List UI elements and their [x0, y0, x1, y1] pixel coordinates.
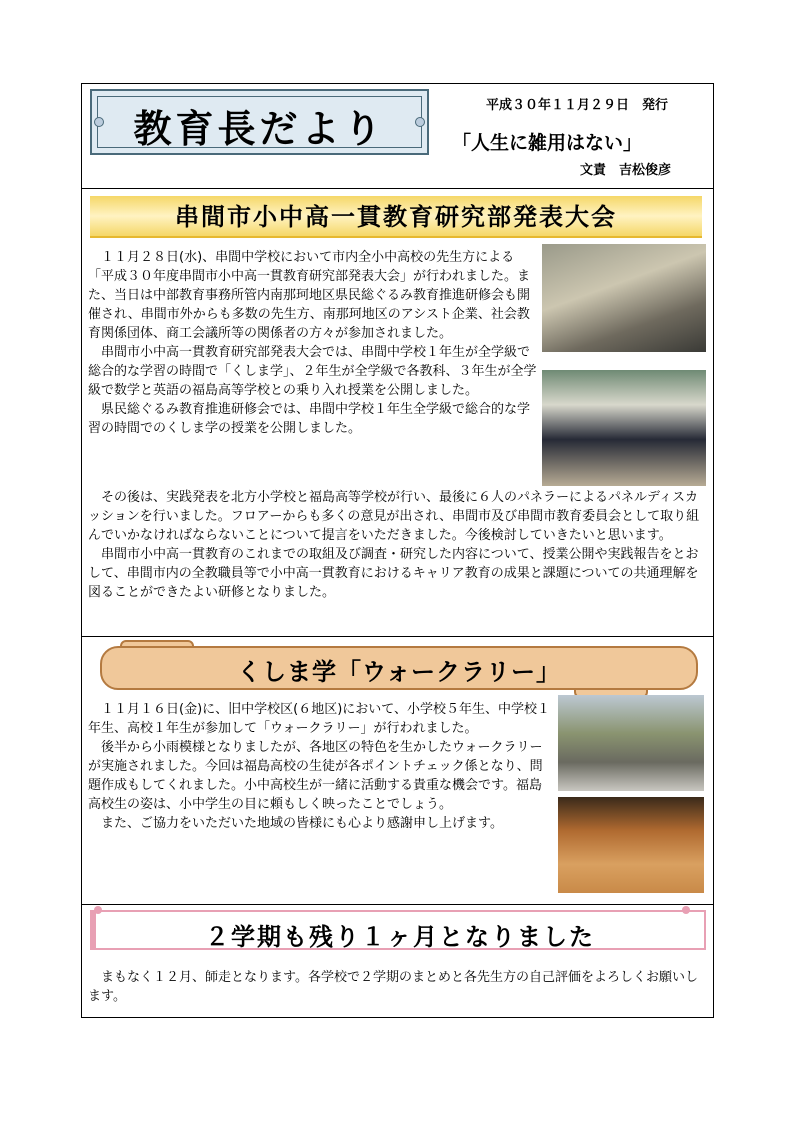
section2-para1: １１月１６日(金)に、旧中学校区(６地区)において、小学校５年生、中学校１年生、高校１年生が参加して「ウォークラリー」が行われました。 — [88, 702, 551, 736]
section2-heading: くしま学「ウォークラリー」 — [236, 658, 562, 686]
masthead-plate — [90, 89, 429, 155]
divider — [82, 904, 713, 905]
section3-banner — [90, 910, 706, 950]
newsletter-title: 教育長だより — [133, 106, 386, 151]
section1-heading: 串間市小中高一貫教育研究部発表大会 — [175, 203, 617, 231]
issue-date: 平成３０年１１月２９日 発行 — [486, 98, 669, 113]
section3-text — [88, 968, 710, 1006]
section3-heading: ２学期も残り１ヶ月となりました — [205, 923, 595, 951]
section2-scroll-banner — [90, 640, 708, 694]
section2-text — [88, 700, 554, 833]
divider — [82, 636, 713, 637]
section1-para3: 県民総ぐるみ教育推進研修会では、串間中学校１年生全学級で総合的な学習の時間でのくしま学の授業を公開しました。 — [88, 402, 531, 436]
section1-para4: その後は、実践発表を北方小学校と福島高等学校が行い、最後に６人のパネラーによるパネルディスカッションを行いました。フロアーからも多くの意見が出され、串間市及び串間市教育委員会として取り組んでいかなければならないことについて提言をいただきました。今後検討していきたいと思います。 — [88, 490, 700, 543]
section2-para3: また、ご協力をいただいた地域の皆様にも心より感謝申し上げます。 — [101, 816, 503, 831]
classroom-photo-1 — [542, 244, 706, 352]
sparkle-icon — [682, 906, 690, 914]
divider — [82, 188, 713, 189]
author: 文責 吉松俊彦 — [580, 163, 672, 178]
sparkle-icon — [94, 906, 102, 914]
section1-text-wide — [88, 488, 710, 602]
walk-rally-photo-gym — [558, 797, 704, 893]
section1-para5: 串間市小中高一貫教育のこれまでの取組及び調査・研究した内容について、授業公開や実践報告をとおして、串間市内の全教職員等で小中高一貫教育におけるキャリア教育の成果と課題についての共通理解を図ることができたよい研修となりました。 — [88, 547, 699, 600]
newsletter-frame — [81, 83, 714, 1018]
section2-para2: 後半から小雨模様となりましたが、各地区の特色を生かしたウォークラリーが実施されました。今回は福島高校の生徒が各ポイントチェック係となり、問題作成もしてくれました。小中高校生が一緒に活動する貴重な機会です。福島高校生の姿は、小中学生の目に頼もしく映ったことでしょう。 — [88, 740, 543, 812]
section1-text-narrow — [88, 248, 538, 438]
section1-para2: 串間市小中高一貫教育研究部発表大会では、串間中学校１年生が全学級で総合的な学習の時間で「くしま学」、２年生が全学級で各教科、３年生が全学級で数学と英語の福島高等学校との乗り入れ授業を公開しました。 — [88, 345, 537, 398]
motto: 「人生に雑用はない」 — [452, 132, 643, 154]
walk-rally-photo-outdoor — [558, 695, 704, 791]
section3-para1: まもなく１２月、師走となります。各学校で２学期のまとめと各先生方の自己評価をよろしくお願いします。 — [88, 970, 698, 1004]
section1-para1: １１月２８日(水)、串間中学校において市内全小中高校の先生方による「平成３０年度串間市小中高一貫教育研究部発表大会」が行われました。また、当日は中部教育事務所管内南那珂地区県民総ぐるみ教育推進研修会も開催され、串間市外からも多数の先生方、南那珂地区のアシスト企業、社会教育関係団体、商工会議所等の関係者の方々が参加されました。 — [88, 250, 531, 341]
classroom-photo-2 — [542, 370, 706, 486]
section1-banner — [90, 196, 702, 238]
